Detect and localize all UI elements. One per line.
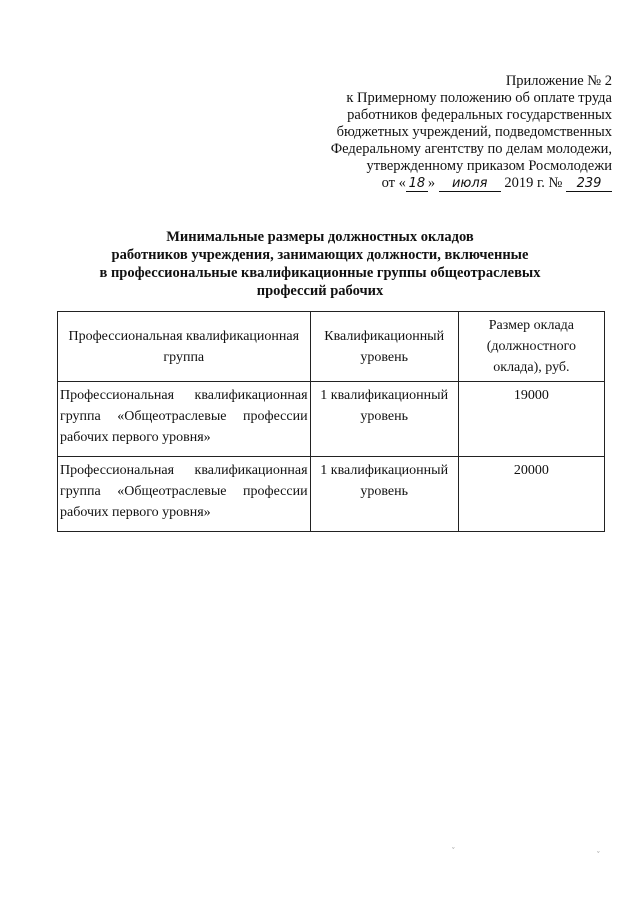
- cell-group: Профессиональная квалификационная группа «Общеотраслевые профессии рабочих первого уровня»: [58, 382, 311, 457]
- handwritten-month: июля: [439, 177, 501, 192]
- appendix-line: к Примерному положению об оплате труда: [346, 90, 612, 106]
- handwritten-order-number: 239: [566, 177, 612, 192]
- date-year: 2019 г. №: [504, 175, 563, 191]
- appendix-line: бюджетных учреждений, подведомственных: [336, 124, 612, 140]
- table-row: [58, 457, 605, 532]
- cell-salary: 19000: [458, 382, 604, 457]
- scan-speck: ˇ: [597, 850, 600, 859]
- order-date-line: [282, 175, 612, 192]
- table-row: [58, 382, 605, 457]
- title-line: Минимальные размеры должностных окладов: [166, 229, 474, 245]
- appendix-number: Приложение № 2: [505, 73, 612, 89]
- header-qualification-level: Квалификационный уровень: [310, 312, 458, 382]
- cell-salary: 20000: [458, 457, 604, 532]
- appendix-line: Федеральному агентству по делам молодежи,: [330, 141, 612, 157]
- document-title: [40, 228, 600, 300]
- table-header-row: [58, 312, 605, 382]
- handwritten-day: 18: [406, 177, 428, 192]
- header-qualification-group: Профессиональная квалификационная группа: [58, 312, 311, 382]
- date-prefix: от «: [381, 175, 406, 191]
- title-line: в профессиональные квалификационные группы общеотраслевых: [99, 265, 541, 281]
- appendix-header: [282, 73, 612, 192]
- date-quote: »: [427, 175, 436, 191]
- salary-table: [57, 311, 605, 532]
- title-line: работников учреждения, занимающих должности, включенные: [111, 247, 529, 263]
- appendix-line: утвержденному приказом Росмолодежи: [366, 158, 612, 174]
- title-line: профессий рабочих: [256, 283, 384, 299]
- cell-level: 1 квалификационный уровень: [310, 457, 458, 532]
- scan-speck: ˇ: [452, 846, 455, 855]
- cell-level: 1 квалификационный уровень: [310, 382, 458, 457]
- appendix-line: работников федеральных государственных: [347, 107, 612, 123]
- cell-group: Профессиональная квалификационная группа «Общеотраслевые профессии рабочих первого уровня»: [58, 457, 311, 532]
- header-salary: Размер оклада (должностного оклада), руб.: [458, 312, 604, 382]
